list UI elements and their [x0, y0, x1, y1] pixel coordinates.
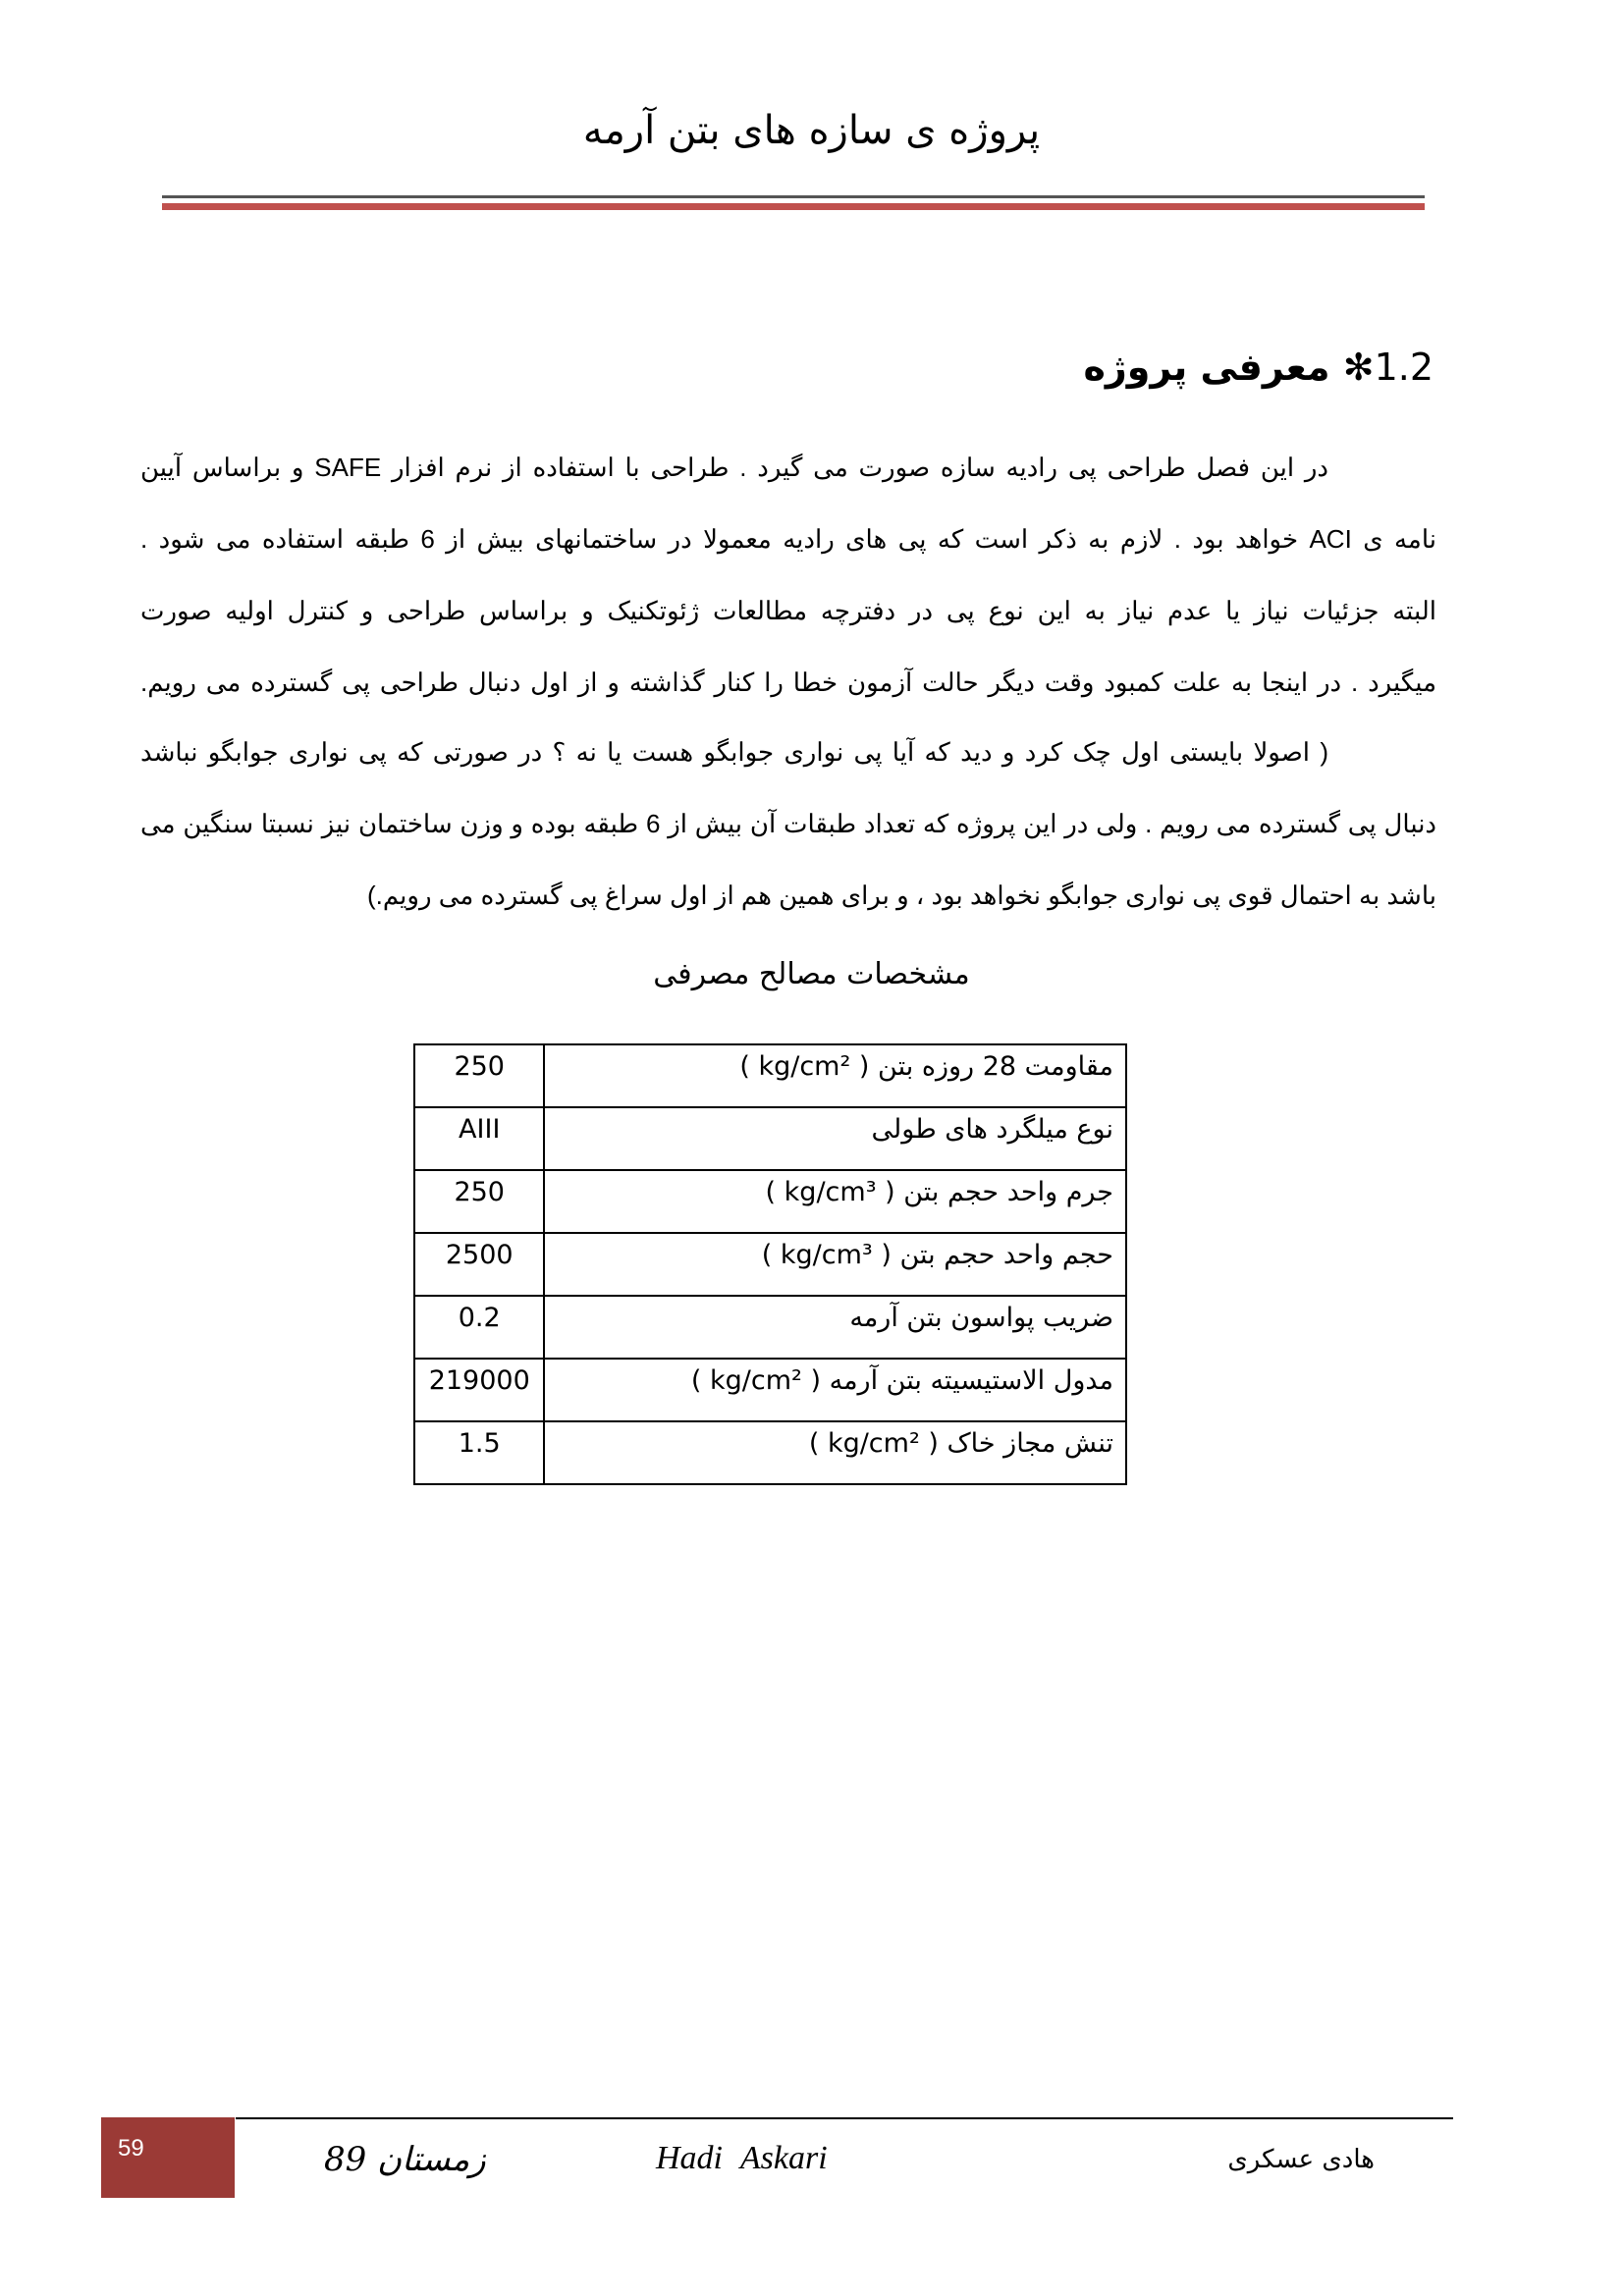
section-number: 1.2: [1374, 346, 1434, 389]
spec-value: 0.2: [414, 1296, 544, 1359]
page-number: 59: [118, 2135, 144, 2162]
paragraph-line: در این فصل طراحی پی رادیه سازه صورت می گیرد . طراحی با استفاده از نرم افزار SAFE و براساس آیین: [140, 453, 1328, 482]
material-specs-table: [413, 1043, 1127, 1485]
header-rule-red: [162, 203, 1425, 210]
spec-label: نوع میلگرد های طولی: [871, 1114, 1113, 1145]
spec-unit-wrapper: ( kg/cm³ ): [761, 1240, 892, 1270]
spec-unit: kg/cm³: [784, 1177, 877, 1207]
spec-value: 250: [414, 1170, 544, 1233]
paragraph-line: میگیرد . در اینجا به علت کمبود وقت دیگر حالت آزمون خطا را کنار گذاشته و از اول دنبال طراحی پی گسترده می رویم.: [140, 667, 1436, 697]
spec-value: AIII: [414, 1107, 544, 1170]
spec-label-cell: [544, 1421, 1126, 1484]
intro-paragraph: [140, 432, 1436, 719]
spec-unit: kg/cm²: [758, 1051, 851, 1082]
spec-unit-wrapper: ( kg/cm² ): [690, 1365, 821, 1396]
spec-unit: kg/cm²: [710, 1365, 802, 1396]
table-row: [414, 1107, 1126, 1170]
table-title: مشخصات مصالح مصرفی: [653, 957, 970, 991]
spec-label-cell: [544, 1233, 1126, 1296]
footer-rule: [236, 2117, 1453, 2119]
paragraph-line: باشد به احتمال قوی پی نواری جوابگو نخواهد بود ، و برای همین هم از اول سراغ پی گسترده می رویم.): [367, 881, 1436, 910]
spec-label: مقاومت 28 روزه بتن: [878, 1051, 1113, 1082]
spec-label-cell: [544, 1170, 1126, 1233]
spec-unit: kg/cm³: [780, 1240, 873, 1270]
asterisk-icon: ✻: [1342, 346, 1375, 389]
table-row: [414, 1044, 1126, 1107]
spec-unit-wrapper: ( kg/cm² ): [808, 1428, 939, 1459]
header-rule-dark: [162, 195, 1425, 198]
paragraph-line: البته جزئیات نیاز یا عدم نیاز به این نوع پی در دفترچه مطالعات ژئوتکنیک و براساس طراحی و کنترل اولیه صورت: [140, 596, 1436, 625]
spec-label-cell: [544, 1296, 1126, 1359]
spec-label: ضریب پواسون بتن آرمه: [849, 1303, 1113, 1333]
table-row: [414, 1421, 1126, 1484]
paragraph-line: نامه ی ACI خواهد بود . لازم به ذکر است که پی های رادیه معمولا در ساختمانهای بیش از 6 طبقه استفاده می شود .: [140, 524, 1436, 554]
page-number-box: [101, 2117, 235, 2198]
spec-value: 219000: [414, 1359, 544, 1421]
spec-unit-wrapper: ( kg/cm² ): [739, 1051, 870, 1082]
table-row: [414, 1170, 1126, 1233]
spec-label-cell: [544, 1107, 1126, 1170]
footer-date: زمستان 89: [324, 2140, 486, 2179]
paragraph-line: دنبال پی گسترده می رویم . ولی در این پروژه که تعداد طبقات آن بیش از 6 طبقه بوده و وزن ساختمان نیز نسبتا سنگین می: [140, 809, 1437, 838]
table-row: [414, 1359, 1126, 1421]
spec-unit-wrapper: ( kg/cm³ ): [765, 1177, 895, 1207]
note-paragraph: [140, 717, 1436, 932]
footer-author-fa: هادی عسکری: [1227, 2145, 1375, 2174]
spec-label: مدول الاستیسیته بتن آرمه: [829, 1365, 1113, 1396]
spec-value: 2500: [414, 1233, 544, 1296]
spec-value: 250: [414, 1044, 544, 1107]
paragraph-line: ( اصولا بایستی اول چک کرد و دید که آیا پی نواری جوابگو هست یا نه ؟ در صورتی که پی نواری جوابگو نباشد: [140, 737, 1328, 767]
table-row: [414, 1296, 1126, 1359]
spec-label: جرم واحد حجم بتن: [903, 1177, 1113, 1207]
spec-label-cell: [544, 1359, 1126, 1421]
footer-author-en: Hadi Askari: [656, 2140, 828, 2176]
spec-label-cell: [544, 1044, 1126, 1107]
table-row: [414, 1233, 1126, 1296]
section-title: معرفی پروژه: [1083, 346, 1330, 389]
spec-label: حجم واحد حجم بتن: [899, 1240, 1113, 1270]
spec-unit: kg/cm²: [827, 1428, 920, 1459]
running-header-title: پروژه ی سازه های بتن آرمه: [582, 108, 1041, 153]
spec-value: 1.5: [414, 1421, 544, 1484]
section-heading: [1083, 346, 1434, 389]
spec-label: تنش مجاز خاک: [947, 1428, 1113, 1459]
